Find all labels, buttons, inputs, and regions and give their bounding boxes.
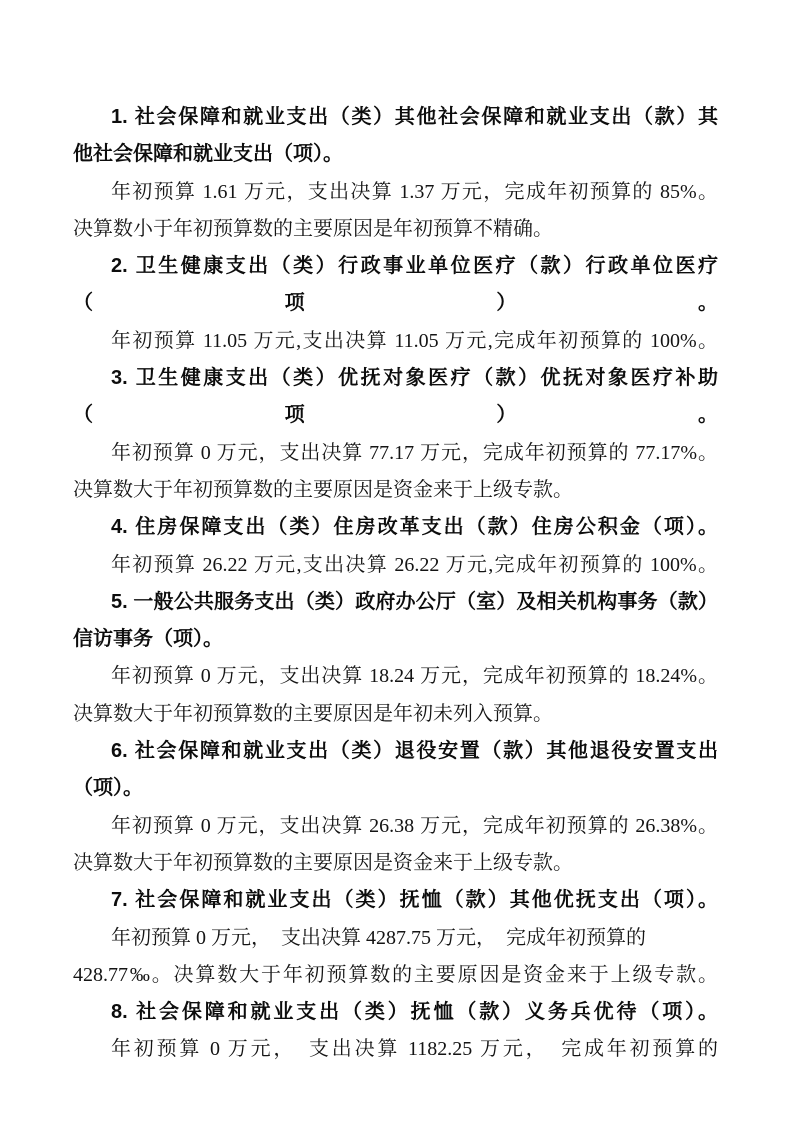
item-5-heading-line-2: 信访事务（项）。 — [73, 628, 223, 651]
item-1-heading-line-1: 1. 社会保障和就业支出（类）其他社会保障和就业支出（款）其 — [111, 106, 718, 128]
item-1-heading-line-2: 他社会保障和就业支出（项）。 — [73, 143, 343, 166]
item-7-heading-line-1: 7. 社会保障和就业支出（类）抚恤（款）其他优抚支出（项）。 — [111, 889, 718, 912]
item-1-body-line-2: 决算数小于年初预算数的主要原因是年初预算不精确。 — [73, 217, 553, 240]
item-1-body-line-1: 年初预算 1.61 万元，支出决算 1.37 万元，完成年初预算的 85%。 — [111, 180, 718, 203]
budget-item-5 — [73, 584, 718, 733]
document-body — [73, 99, 718, 1069]
item-5-heading-line-1: 5. 一般公共服务支出（类）政府办公厅（室）及相关机构事务（款） — [111, 590, 718, 613]
budget-item-4 — [73, 509, 718, 584]
item-5-body-line-2: 决算数大于年初预算数的主要原因是年初未列入预算。 — [73, 702, 553, 725]
budget-item-1 — [73, 99, 718, 248]
item-2-body-line-1: 年初预算 11.05 万元,支出决算 11.05 万元,完成年初预算的 100%。 — [111, 329, 718, 352]
item-3-body-line-1: 年初预算 0 万元，支出决算 77.17 万元，完成年初预算的 77.17%。 — [111, 441, 718, 464]
item-7-body-line-2: 428.77‰。决算数大于年初预算数的主要原因是资金来于上级专款。 — [73, 963, 718, 986]
budget-item-7 — [73, 882, 718, 994]
item-5-body-line-1: 年初预算 0 万元，支出决算 18.24 万元，完成年初预算的 18.24%。 — [111, 665, 718, 688]
item-7-body-line-1: 年初预算 0 万元， 支出决算 4287.75 万元， 完成年初预算的 — [111, 926, 646, 949]
budget-item-8 — [73, 994, 718, 1069]
item-8-body-line-1: 年初预算 0 万元， 支出决算 1182.25 万元， 完成年初预算的 — [111, 1038, 718, 1061]
budget-item-3 — [73, 360, 718, 509]
item-2-heading-line-1: 2. 卫生健康支出（类）行政事业单位医疗（款）行政单位医疗（项）。 — [73, 255, 718, 315]
item-4-heading-line-1: 4. 住房保障支出（类）住房改革支出（款）住房公积金（项）。 — [111, 516, 718, 539]
budget-item-6 — [73, 733, 718, 882]
item-6-heading-line-2: （项）。 — [73, 777, 143, 800]
item-6-heading-line-1: 6. 社会保障和就业支出（类）退役安置（款）其他退役安置支出 — [111, 740, 718, 763]
budget-item-2 — [73, 248, 718, 360]
item-8-heading-line-1: 8. 社会保障和就业支出（类）抚恤（款）义务兵优待（项）。 — [111, 1001, 718, 1024]
item-3-heading-line-1: 3. 卫生健康支出（类）优抚对象医疗（款）优抚对象医疗补助（项）。 — [73, 367, 718, 427]
item-4-body-line-1: 年初预算 26.22 万元,支出决算 26.22 万元,完成年初预算的 100%。 — [111, 553, 718, 576]
item-3-body-line-2: 决算数大于年初预算数的主要原因是资金来于上级专款。 — [73, 478, 573, 501]
item-6-body-line-2: 决算数大于年初预算数的主要原因是资金来于上级专款。 — [73, 851, 573, 874]
item-6-body-line-1: 年初预算 0 万元，支出决算 26.38 万元，完成年初预算的 26.38%。 — [111, 814, 718, 837]
